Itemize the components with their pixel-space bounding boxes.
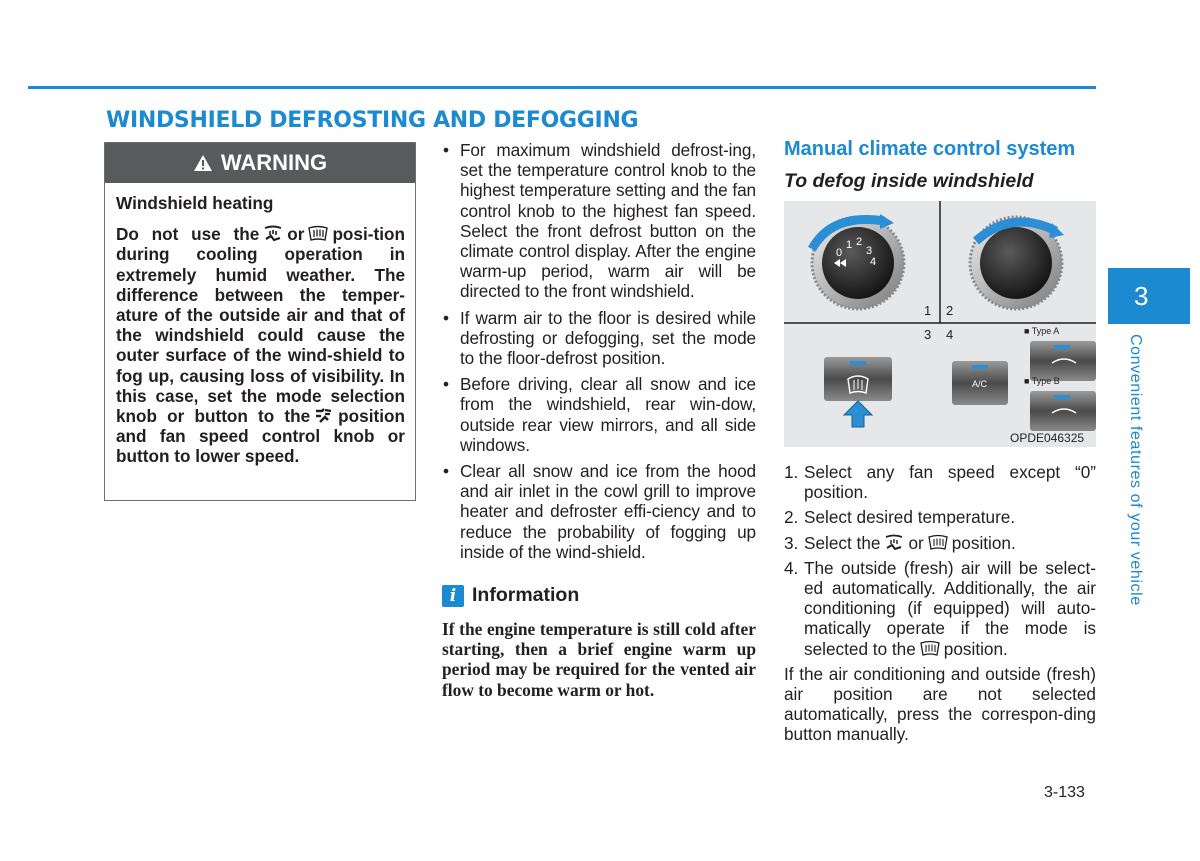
list-item	[442, 461, 756, 562]
bullet-mark: •	[443, 374, 449, 395]
ac-label: A/C	[972, 379, 988, 389]
warning-text	[116, 224, 405, 466]
list-item	[442, 374, 756, 455]
list-item-text: Clear all snow and ice from the hood and air inlet in the cowl grill to improve heater and defroster effi-ciency and to reduce the probability of fogging up inside of the wind-shield.	[460, 461, 756, 562]
step-text: or	[908, 532, 924, 553]
warning-subtitle: Windshield heating	[116, 193, 274, 213]
temperature-knob	[970, 217, 1064, 309]
chapter-tab: 3	[1108, 268, 1190, 324]
fan-speed-knob	[812, 214, 904, 309]
type-a-label: ■ Type A	[1024, 326, 1060, 336]
warning-label: WARNING	[220, 150, 328, 175]
floor-defrost-icon	[883, 534, 905, 552]
warning-text-part: Do not use the	[116, 224, 260, 245]
bullet-mark: •	[443, 140, 449, 160]
info-icon: i	[442, 585, 464, 607]
information-text: If the engine temperature is still cold after starting, then a brief engine warm up period may be required for the vented air flow to become warm or hot.	[442, 619, 756, 700]
list-item	[784, 462, 1096, 502]
information-header	[442, 584, 756, 607]
warning-text-part: posi-tion during cooling operation in extremely humid weather. The difference between the temper-ature of the outside air and that of the windshield could cause the outer surface of the wind-shield to fog up, causing loss of visibility. In this case, set the mode selection knob or button to the	[116, 224, 405, 427]
list-item	[442, 140, 756, 302]
list-item	[784, 533, 1096, 553]
bullet-mark: •	[443, 307, 449, 328]
list-item-text: For maximum windshield defrost-ing, set the temperature control knob to the highest temperature setting and the fan control knob to the highest fan speed. Select the front defrost button on the climate control display. After the engine warm-up period, warm air will be directed to the front windshield.	[460, 140, 756, 302]
step-text: Select the	[804, 532, 881, 553]
step-text: Select any fan speed except “0” position.	[804, 462, 1096, 503]
quadrant-4-label: 4	[946, 327, 954, 342]
page-number: 3-133	[1044, 784, 1085, 801]
step-number: 3.	[784, 532, 799, 553]
bullet-mark: •	[443, 461, 449, 482]
warning-triangle-icon	[193, 154, 213, 172]
step-text: Select desired temperature.	[804, 507, 1016, 528]
list-item	[784, 507, 1096, 527]
fan-2-label: 2	[856, 236, 863, 248]
climate-control-figure	[784, 201, 1096, 447]
step-text: position.	[951, 532, 1016, 553]
fan-3-label: 3	[866, 245, 873, 257]
step-number: 1.	[784, 462, 799, 482]
list-item	[442, 308, 756, 369]
quadrant-1-label: 1	[924, 303, 932, 318]
list-item	[784, 558, 1096, 659]
subsection-subtitle: To defog inside windshield	[784, 170, 1034, 192]
step-text: The outside (fresh) air will be select-ed automatically. Additionally, the air conditioning (if equipped) will auto-matically operate if the mode is selected to the	[804, 557, 1096, 659]
floor-defrost-icon	[262, 225, 284, 243]
chapter-label: Convenient features of your vehicle	[1127, 334, 1144, 606]
step-number: 2.	[784, 507, 799, 528]
warning-body	[105, 183, 415, 467]
fan-4-label: 4	[870, 256, 877, 268]
closing-paragraph: If the air conditioning and outside (fresh) air position are not selected automatically, press the correspon-ding button manually.	[784, 663, 1096, 745]
warning-box	[104, 142, 416, 501]
type-b-label: ■ Type B	[1024, 376, 1060, 386]
type-a-button-illustration	[1030, 341, 1096, 381]
figure-code: OPDE046325	[1010, 431, 1085, 445]
quadrant-2-label: 2	[946, 303, 954, 318]
floor-defrost-mode-icon	[313, 407, 335, 425]
fan-0-label: 0	[836, 247, 843, 259]
step-text: position.	[943, 638, 1008, 659]
list-item-text: If warm air to the floor is desired while defrosting or defogging, set the mode to the floor-defrost position.	[460, 307, 756, 369]
right-column	[784, 138, 1096, 745]
ac-button-illustration	[952, 361, 1008, 405]
step-number: 4.	[784, 557, 799, 578]
defrost-icon	[927, 534, 949, 552]
section-title: WINDSHIELD DEFROSTING AND DEFOGGING	[106, 108, 639, 133]
warning-text-part: position and fan speed control knob or button to lower speed.	[116, 406, 405, 467]
information-title: Information	[472, 584, 580, 607]
list-item-text: Before driving, clear all snow and ice from the windshield, rear win-dow, outside rear view mirrors, and all side windows.	[460, 374, 756, 455]
defrost-button-illustration	[824, 357, 892, 427]
defrost-icon	[919, 640, 941, 658]
steps-list	[784, 462, 1096, 659]
warning-text-part: or	[287, 224, 305, 245]
type-b-button-illustration	[1030, 391, 1096, 431]
middle-column	[442, 140, 756, 700]
figure-illustration	[784, 201, 1096, 447]
subsection-title: Manual climate control system	[784, 138, 1076, 160]
quadrant-3-label: 3	[924, 327, 932, 342]
tips-list	[442, 140, 756, 562]
fan-1-label: 1	[846, 239, 853, 251]
defrost-icon	[307, 225, 329, 243]
top-rule	[28, 86, 1096, 89]
warning-header	[105, 143, 415, 183]
